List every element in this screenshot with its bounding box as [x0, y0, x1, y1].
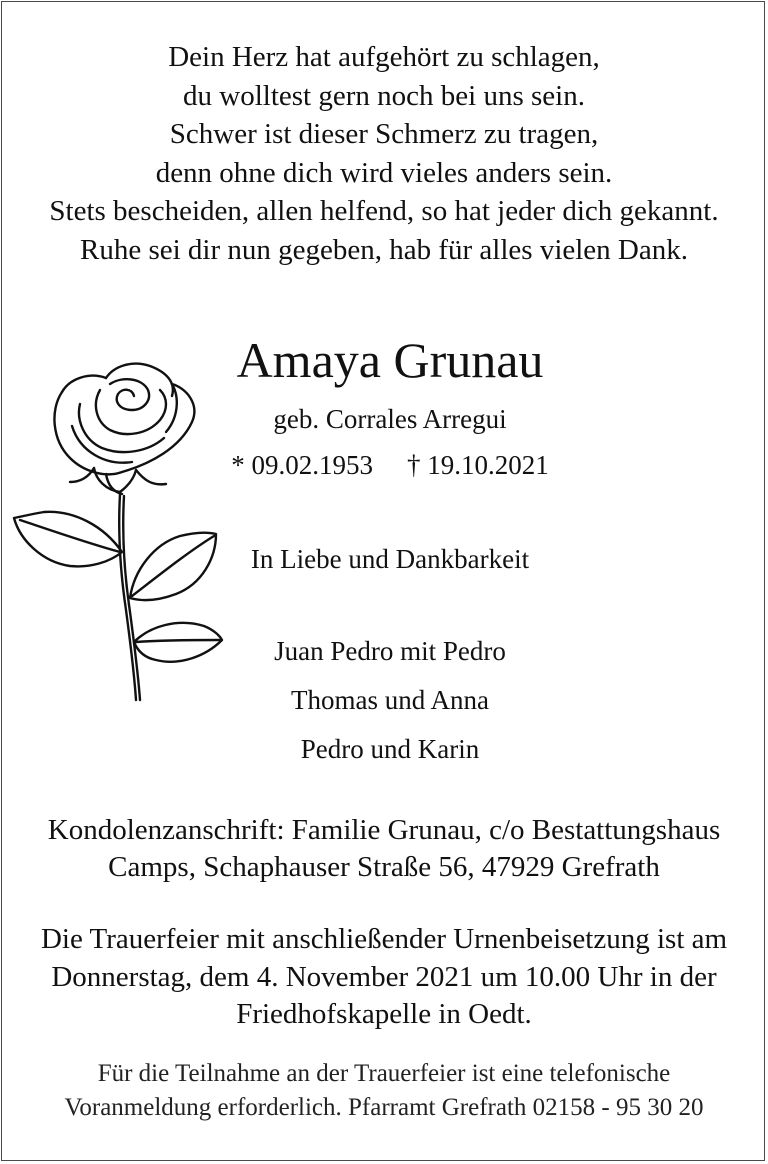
rose-icon [10, 340, 230, 730]
address-line: Camps, Schaphauser Straße 56, 47929 Grefrath [108, 851, 660, 883]
ceremony-line: Die Trauerfeier mit anschließender Urnenbeisetzung ist am [40, 923, 728, 955]
note-line: Für die Teilnahme an der Trauerfeier ist eine telefonische [97, 1060, 671, 1087]
poem [0, 38, 768, 270]
address-line: Kondolenzanschrift: Familie Grunau, c/o Bestattungshaus [47, 814, 721, 846]
ceremony-line: Friedhofskapelle in Oedt. [236, 998, 532, 1030]
life-dates [190, 447, 590, 483]
death-date: † 19.10.2021 [407, 450, 549, 480]
mourner-entry: Thomas und Anna [291, 685, 489, 715]
deceased-name: Amaya Grunau [236, 332, 544, 388]
poem-line: du wolltest gern noch bei uns sein. [183, 79, 585, 112]
poem-line: Schwer ist dieser Schmerz zu tragen, [169, 118, 599, 151]
mourners-list [220, 627, 560, 774]
mourner-entry: Juan Pedro mit Pedro [274, 636, 506, 666]
birth-name: geb. Corrales Arregui [273, 404, 507, 434]
dedication: In Liebe und Dankbarkeit [250, 544, 530, 574]
poem-line: denn ohne dich wird vieles anders sein. [155, 156, 613, 189]
ceremony-line: Donnerstag, dem 4. November 2021 um 10.00 Uhr in der [51, 960, 717, 993]
poem-line: Dein Herz hat aufgehört zu schlagen, [168, 41, 600, 73]
ceremony-info [0, 921, 768, 1034]
birth-date: * 09.02.1953 [231, 450, 373, 480]
note-line: Voranmeldung erforderlich. Pfarramt Grefrath 02158 - 95 30 20 [64, 1094, 704, 1121]
poem-line: Ruhe sei dir nun gegeben, hab für alles vielen Dank. [79, 233, 688, 266]
mourner-entry: Pedro und Karin [300, 734, 480, 764]
registration-note [0, 1057, 768, 1125]
condolence-address [0, 812, 768, 886]
poem-line: Stets bescheiden, allen helfend, so hat jeder dich gekannt. [49, 195, 719, 228]
